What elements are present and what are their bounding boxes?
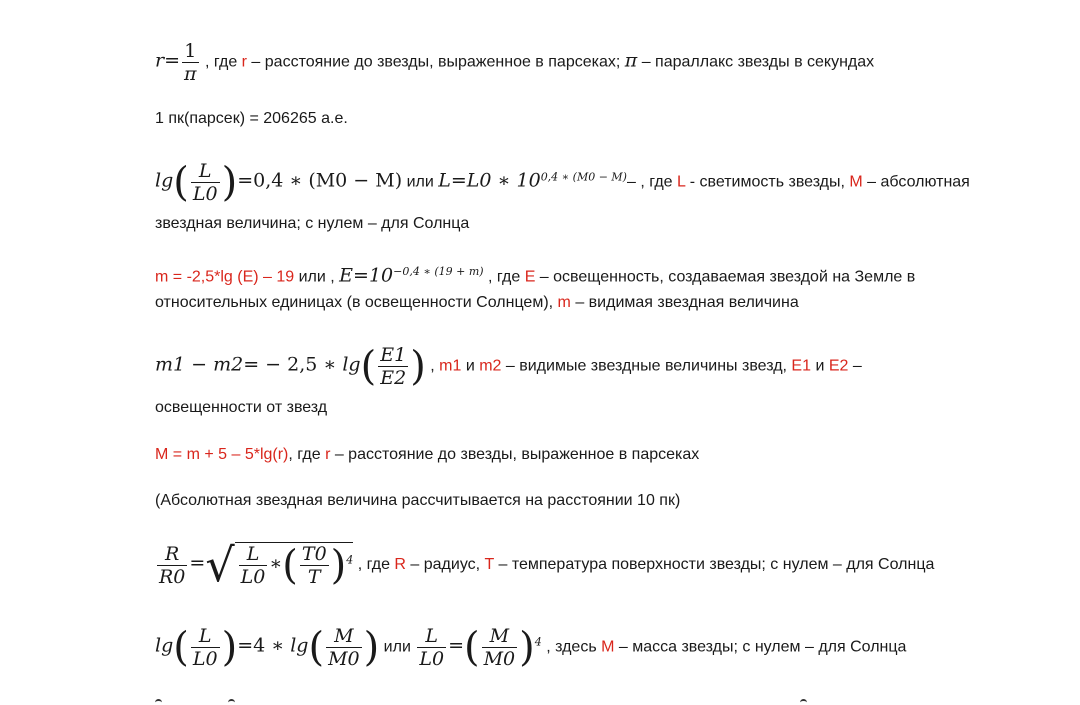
formula-absolute-magnitude: M = m + 5 – 5*lg(r), где r – расстояние до звезды, выраженное в парсеках <box>155 446 700 463</box>
formula-distance-parallax: r= $\frac{1}{\pi}$ , где r – расстояние до звезды, выраженное в парсеках; π – параллакс звезды в секундах <box>155 40 875 85</box>
square-root: √ $\frac{L}{L0}$ ∗( $\frac{T0}{T}$ )$^4$ <box>205 538 354 592</box>
absolute-magnitude-note: (Абсолютная звездная величина рассчитывается на расстоянии 10 пк) <box>155 492 681 509</box>
formula-luminosity: lg( $\frac{L}{L0}$ )=0,4 ∗ (M0 − M) или L=L0 ∗ $10^{0,4 ∗ (M0 - M)}-$ , где L - светимость звезды, M – абсолютная <box>155 159 970 206</box>
formula-magnitude-difference: m1 − m2= − 2,5 ∗ lg( $\frac{E1}{E2}$ ) , m1 и m2 – видимые звездные величины звезд, E1 и E2 – <box>155 343 862 390</box>
formula-mass-luminosity: lg( $\frac{L}{L0}$ )=4 ∗ lg( $\frac{M}{M0}$ ) или $\frac{L}{L0}$ =( $\frac{M}{M0}$ )$^4$ , здесь M – масса звезды; с нулем – для Солнца <box>155 624 907 671</box>
luminosity-note: звездная величина; с нулем – для Солнца <box>155 215 470 232</box>
parsec-definition: 1 пк(парсек) = 206265 а.е. <box>155 110 348 127</box>
magnitude-difference-note: освещенности от звезд <box>155 399 328 416</box>
formula-radius: $\frac{R}{R0}$ =√ $\frac{L}{L0}$ ∗( $\frac{T0}{T}$ )$^4$ , где R – радиус, T – температура поверхности звезды; с нулем – для Солнца <box>159 538 935 592</box>
illuminance-note: относительных единицах (в освещенности Солнцем), m – видимая звездная величина <box>155 294 799 311</box>
formula-illuminance: m = -2,5*lg (E) – 19 или , $E=10^{-0,4 ∗ (19 + m)}$ , где E – освещенность, создаваемая звездой на Земле в <box>155 264 916 287</box>
fraction: $\frac{1}{\pi}$ <box>184 40 197 85</box>
cut-off-line <box>0 697 1080 705</box>
